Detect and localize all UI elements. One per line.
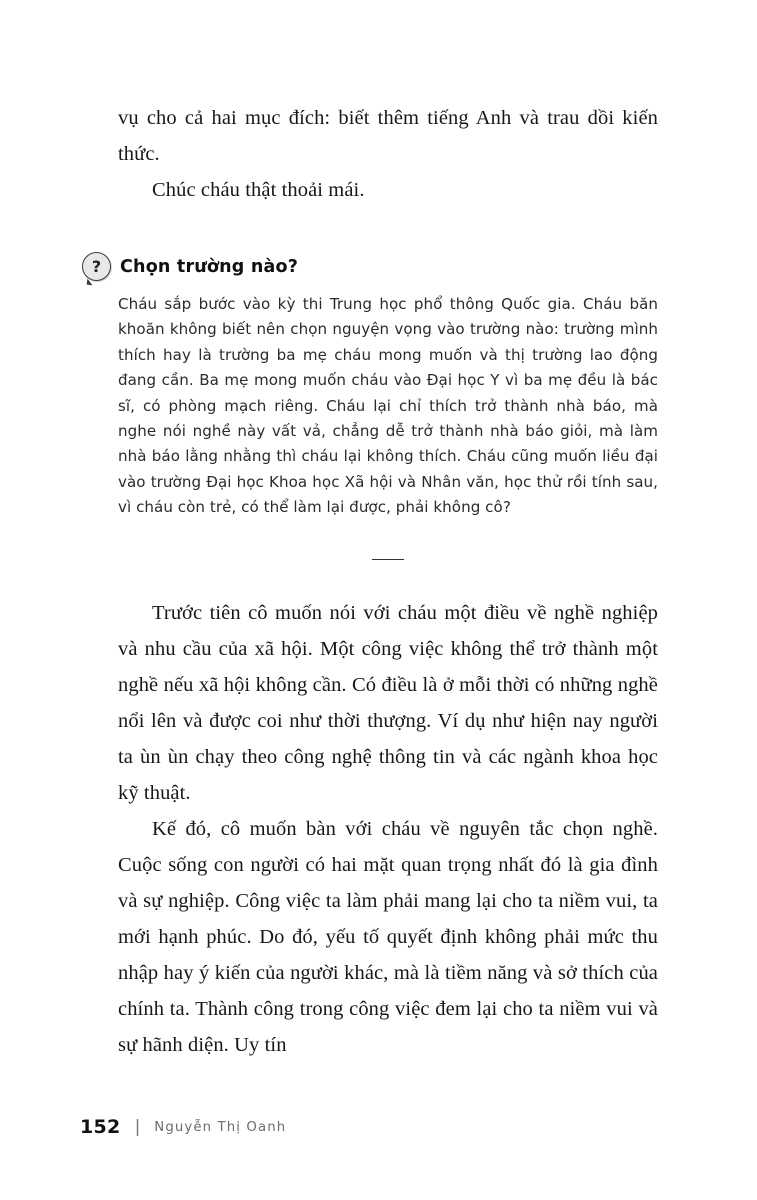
opening-paragraph-1: vụ cho cả hai mục đích: biết thêm tiếng Anh và trau dồi kiến thức. — [118, 107, 658, 165]
opening-paragraph-2: Chúc cháu thật thoải mái. — [152, 179, 365, 201]
divider-line — [372, 559, 404, 560]
question-block — [91, 252, 658, 521]
answer-paragraph-1: Trước tiên cô muốn nói với cháu một điều về nghề nghiệp và nhu cầu của xã hội. Một công việc không thể trở thành một nghề nếu xã hội không cần. Có điều là ở mỗi thời có những nghề nổi lên và được coi như thời thượng. Ví dụ như hiện nay người ta ùn ùn chạy theo công nghệ thông tin và các ngành khoa học kỹ thuật. — [118, 601, 658, 804]
opening-section — [118, 100, 658, 208]
footer-separator: | — [134, 1117, 141, 1137]
question-title: Chọn trường nào? — [120, 256, 299, 277]
page-footer — [80, 1116, 286, 1138]
section-divider — [118, 551, 658, 569]
author-name: Nguyễn Thị Oanh — [154, 1119, 287, 1135]
answer-section — [118, 595, 658, 1063]
answer-paragraph-2: Kế đó, cô muốn bàn với cháu về nguyên tắc chọn nghề. Cuộc sống con người có hai mặt quan trọng nhất đó là gia đình và sự nghiệp. Công việc ta làm phải mang lại cho ta niềm vui, ta mới hạnh phúc. Do đó, yếu tố quyết định không phải mức thu nhập hay ý kiến của người khác, mà là tiềm năng và sở thích của chính ta. Thành công trong công việc đem lại cho ta niềm vui và sự hãnh diện. Uy tín — [118, 817, 658, 1056]
question-heading — [82, 252, 658, 281]
page-number: 152 — [80, 1116, 121, 1138]
page-content — [91, 100, 658, 1063]
question-body: Cháu sắp bước vào kỳ thi Trung học phổ thông Quốc gia. Cháu băn khoăn không biết nên chọn nguyện vọng vào trường nào: trường mình thích hay là trường ba mẹ cháu mong muốn và thị trường lao động đang cần. Ba mẹ mong muốn cháu vào Đại học Y vì ba mẹ đều là bác sĩ, có phòng mạch riêng. Cháu lại chỉ thích trở thành nhà báo, mà nghe nói nghề này vất vả, chẳng dễ trở thành nhà báo giỏi, mà làm nhà báo lằng nhằng thì cháu lại không thích. Cháu cũng muốn liều đại vào trường Đại học Khoa học Xã hội và Nhân văn, học thử rồi tính sau, vì cháu còn trẻ, có thể làm lại được, phải không cô? — [118, 295, 658, 517]
question-mark-bubble-icon: ? — [82, 252, 111, 281]
